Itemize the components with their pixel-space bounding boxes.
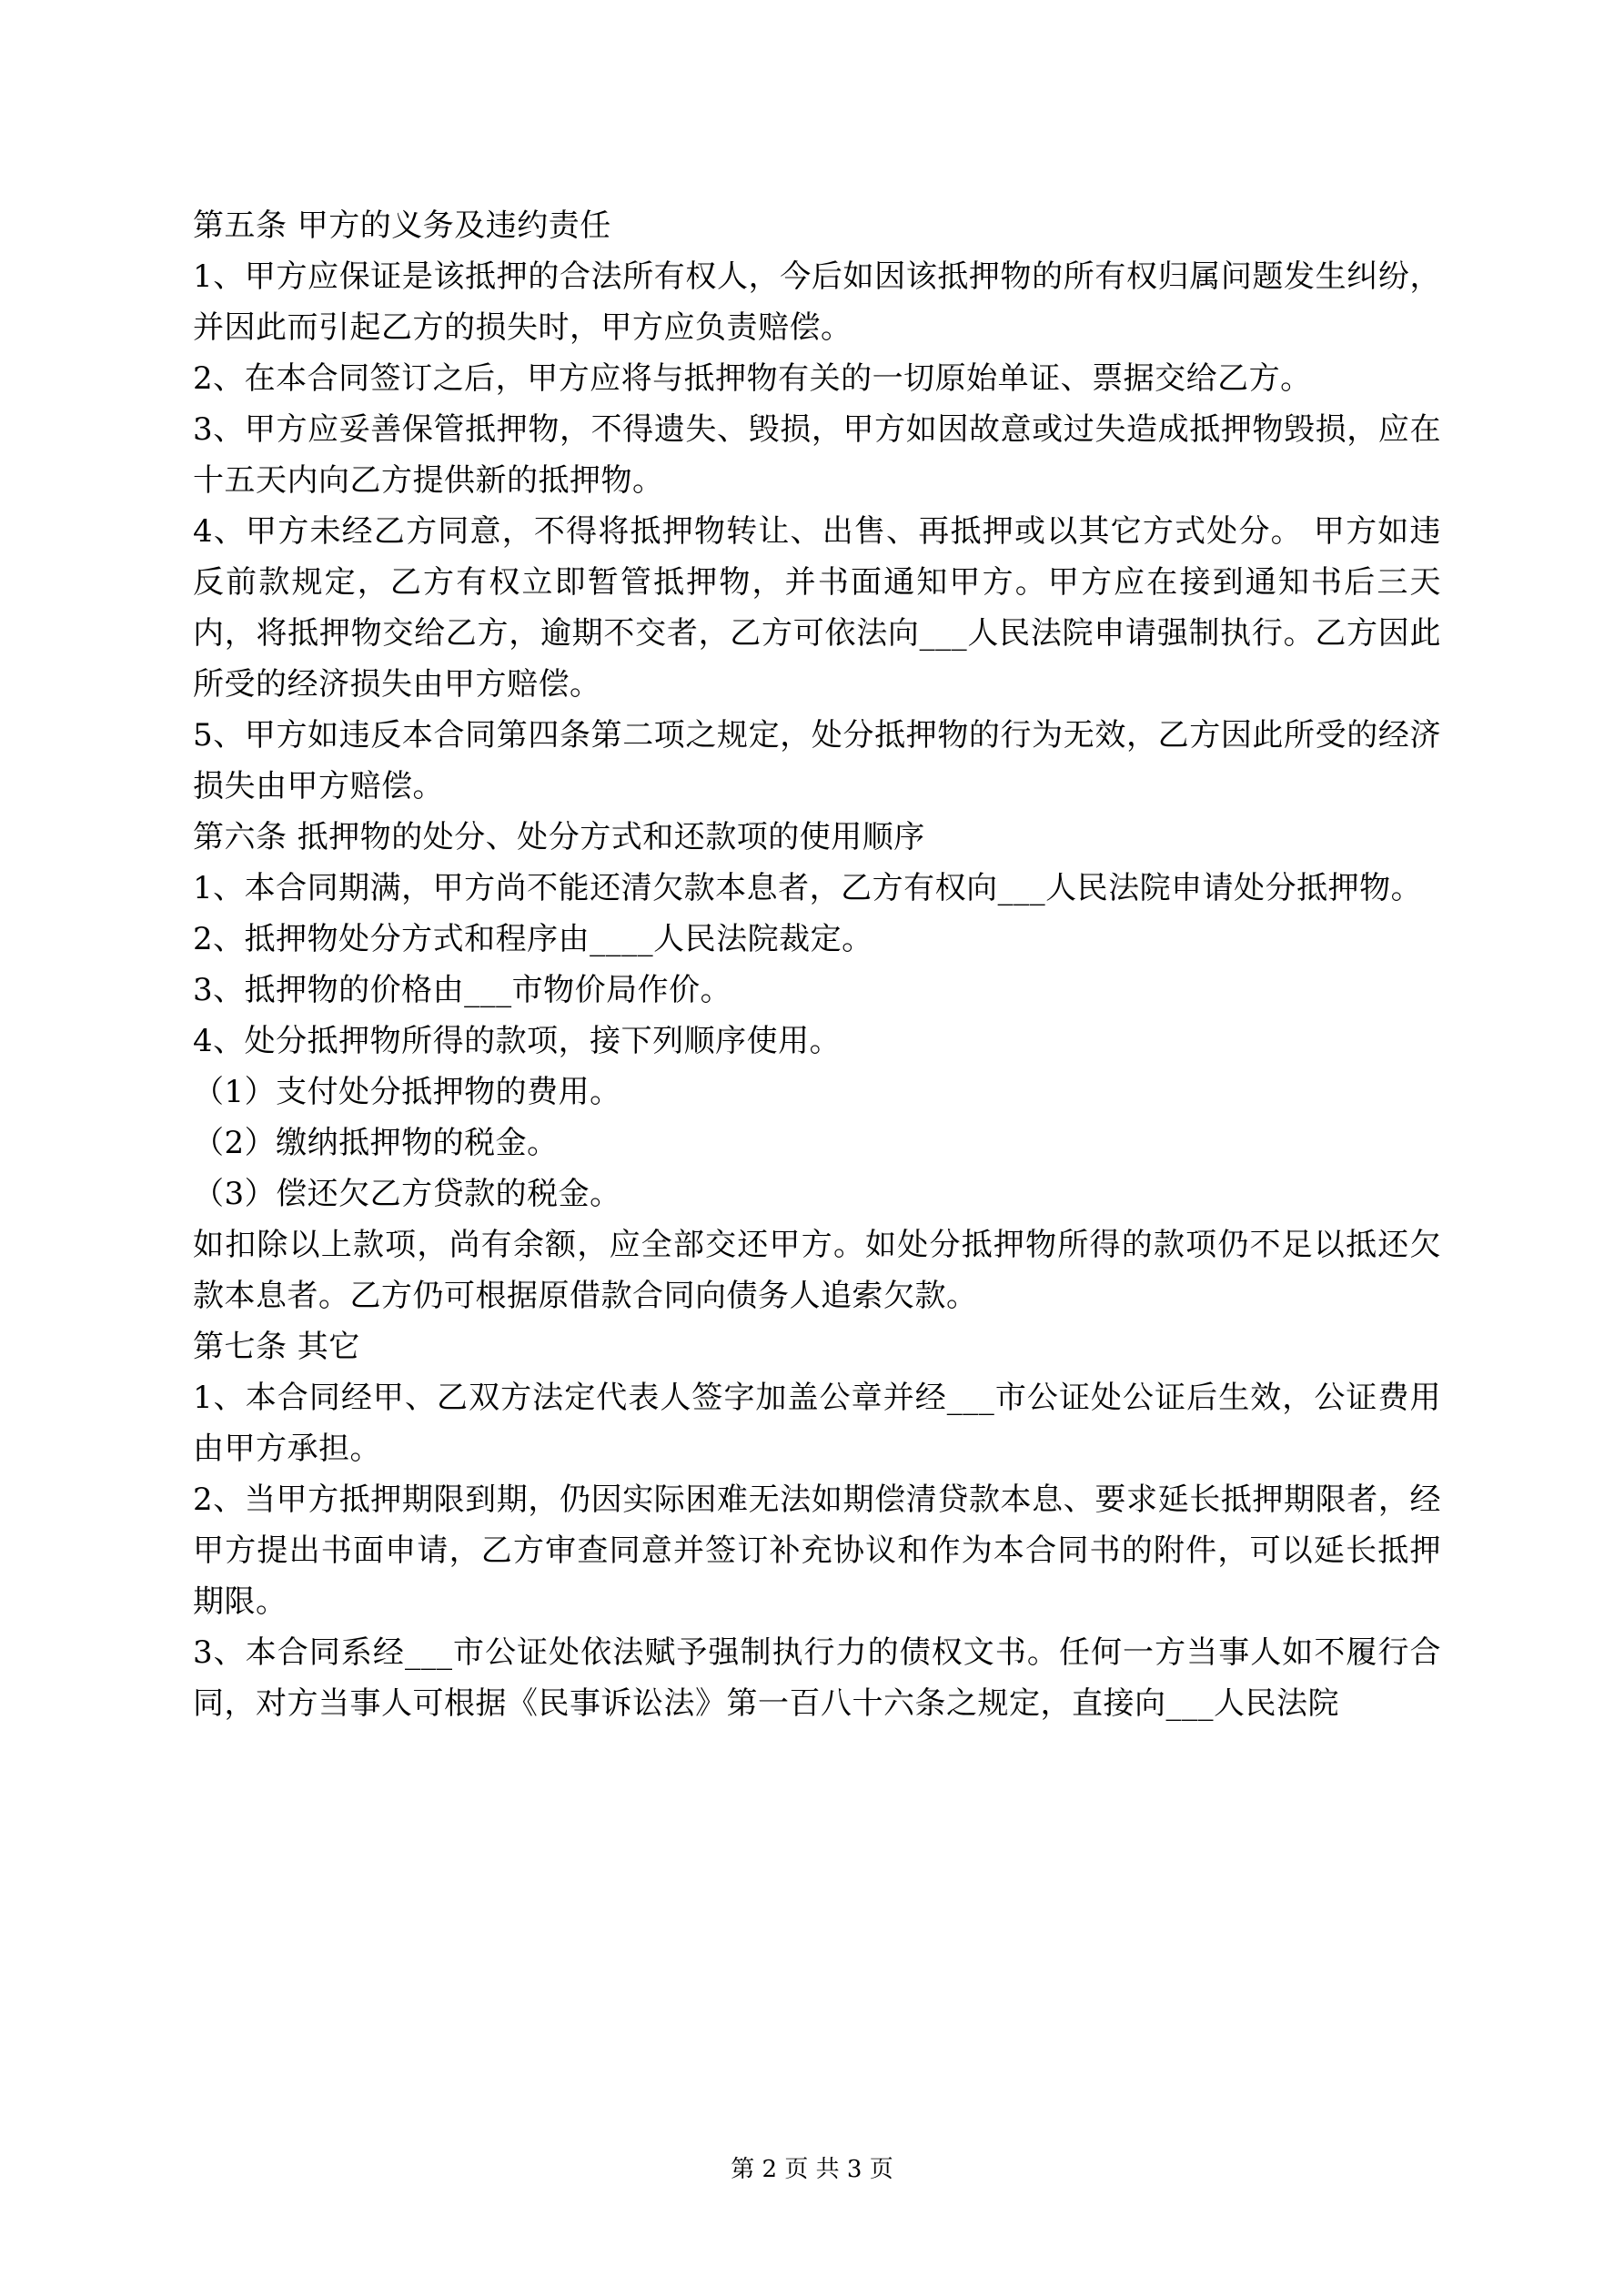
clause-6-3: 3、抵押物的价格由___市物价局作价。 [193,972,732,1008]
clause-5-1: 1、甲方应保证是该抵押的合法所有权人，今后如因该抵押物的所有权归属问题发生纠纷，并因此而引起乙方的损失时，甲方应负责赔偿。 [193,258,1441,346]
section-heading-5: 第五条 甲方的义务及违约责任 [193,207,611,244]
clause-6-4-item-2: （2）缴纳抵押物的税金。 [193,1125,559,1161]
clause-7-2: 2、当甲方抵押期限到期，仍因实际困难无法如期偿清贷款本息、要求延长抵押期限者，经甲方提出书面申请，乙方审查同意并签订补充协议和作为本合同书的附件，可以延长抵押期限。 [193,1482,1441,1620]
clause-5-3: 3、甲方应妥善保管抵押物，不得遗失、毁损，甲方如因故意或过失造成抵押物毁损，应在十五天内向乙方提供新的抵押物。 [193,411,1441,499]
clause-6-4: 4、处分抵押物所得的款项，接下列顺序使用。 [193,1023,842,1059]
clause-6-4-item-1: （1）支付处分抵押物的费用。 [193,1074,621,1110]
clause-7-3: 3、本合同系经___市公证处依法赋予强制执行力的债权文书。任何一方当事人如不履行合同，对方当事人可根据《民事诉讼法》第一百八十六条之规定，直接向___人民法院 [193,1634,1441,1722]
section-heading-7: 第七条 其它 [193,1329,360,1365]
clause-6-2: 2、抵押物处分方式和程序由____人民法院裁定。 [193,921,873,957]
clause-6-1: 1、本合同期满，甲方尚不能还清欠款本息者，乙方有权向___人民法院申请处分抵押物。 [193,870,1423,906]
clause-6-remainder: 如扣除以上款项，尚有余额，应全部交还甲方。如处分抵押物所得的款项仍不足以抵还欠款本息者。乙方仍可根据原借款合同向债务人追索欠款。 [193,1227,1441,1314]
clause-7-1: 1、本合同经甲、乙双方法定代表人签字加盖公章并经___市公证处公证后生效，公证费用由甲方承担。 [193,1380,1441,1467]
page-number-footer: 第 2 页 共 3 页 [731,2156,893,2183]
section-heading-6: 第六条 抵押物的处分、处分方式和还款项的使用顺序 [193,819,925,855]
clause-5-4: 4、甲方未经乙方同意，不得将抵押物转让、出售、再抵押或以其它方式处分。 甲方如违反前款规定，乙方有权立即暂管抵押物，并书面通知甲方。甲方应在接到通知书后三天内，将抵押物交给乙方，逾期不交者，乙方可依法向___人民法院申请强制执行。乙方因此所受的经济损失由甲方赔偿。 [193,513,1441,703]
clause-5-5: 5、甲方如违反本合同第四条第二项之规定，处分抵押物的行为无效，乙方因此所受的经济损失由甲方赔偿。 [193,717,1441,804]
contract-body [193,200,1441,1729]
clause-5-2: 2、在本合同签订之后，甲方应将与抵押物有关的一切原始单证、票据交给乙方。 [193,360,1312,397]
clause-6-4-item-3: （3）偿还欠乙方贷款的税金。 [193,1176,621,1212]
